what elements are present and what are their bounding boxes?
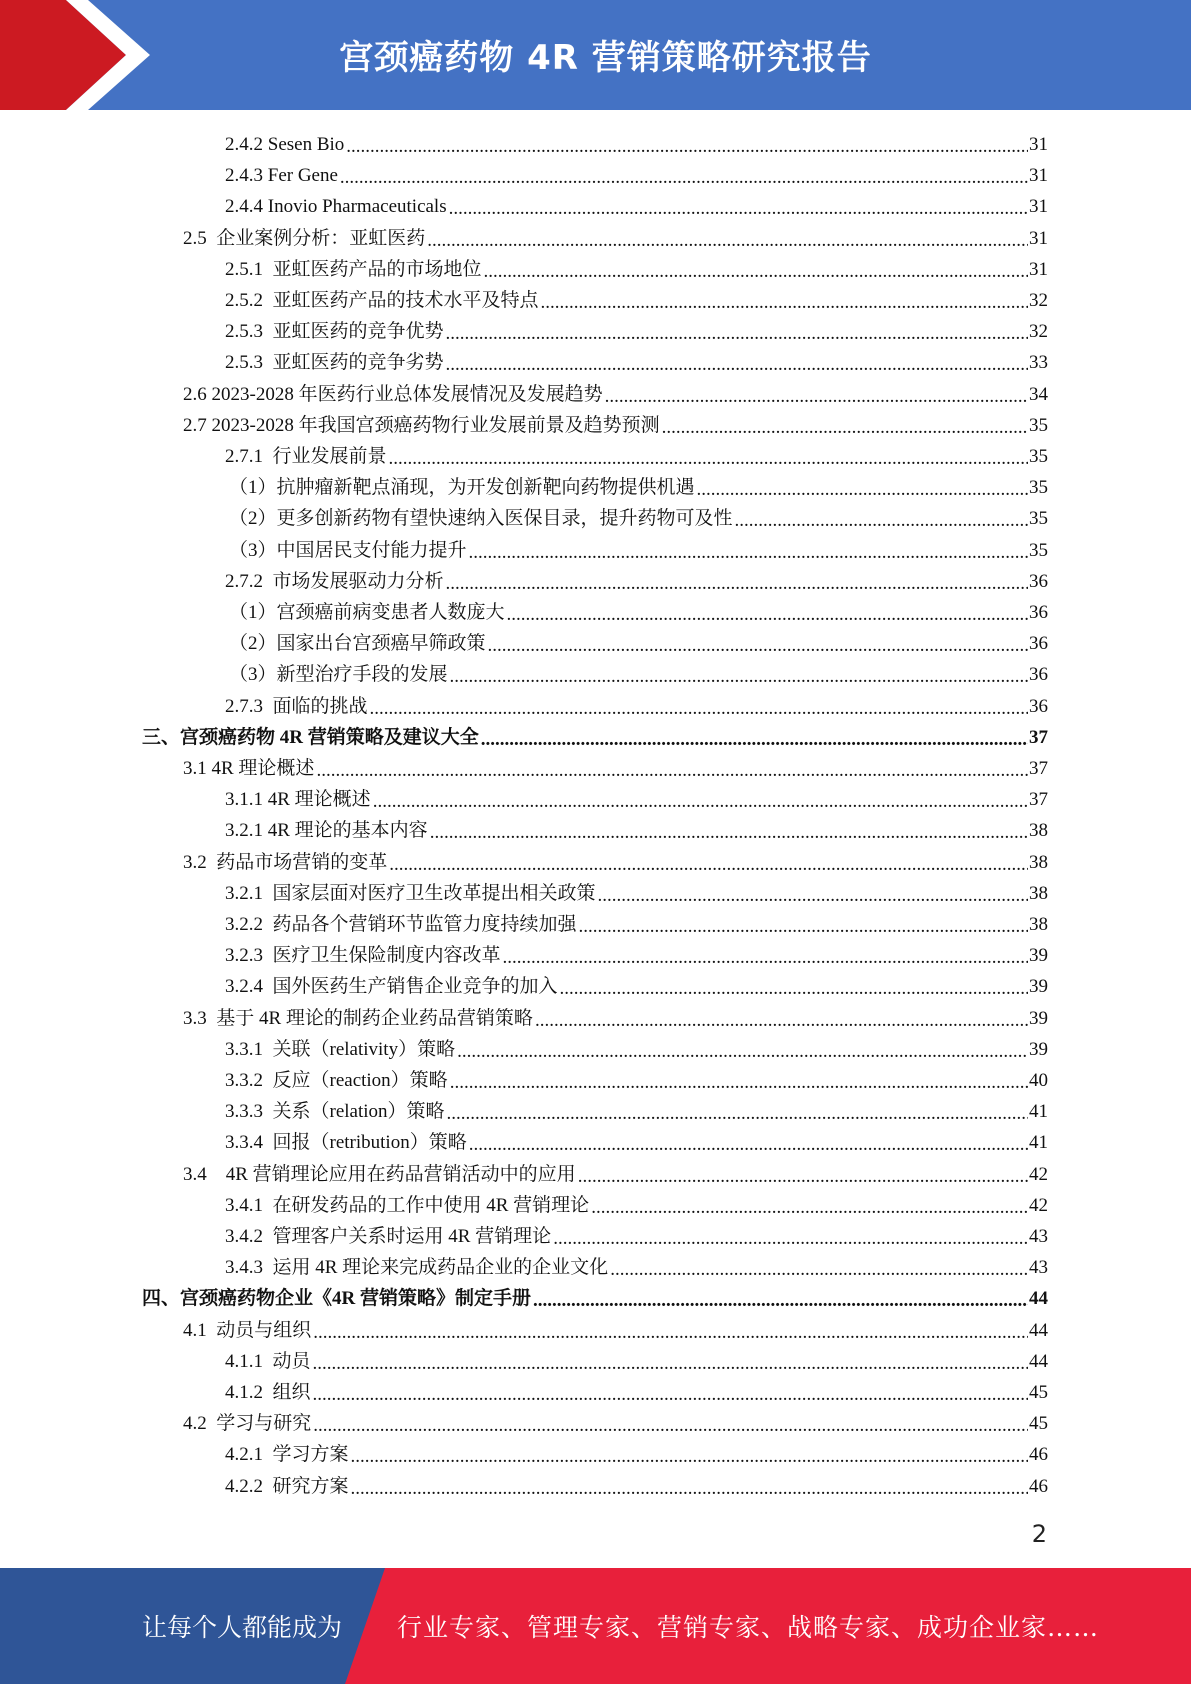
page-header (0, 0, 1191, 110)
toc-entry-title: 2.5.3 亚虹医药的竞争优势 (225, 321, 444, 342)
toc-entry[interactable] (225, 283, 1048, 314)
toc-dot-leader (430, 822, 1028, 844)
toc-entry-page: 41 (1029, 1132, 1048, 1153)
toc-entry[interactable] (183, 377, 1048, 408)
toc-entry[interactable] (229, 533, 1048, 564)
toc-entry[interactable] (225, 1469, 1048, 1500)
toc-dot-leader (351, 1478, 1028, 1500)
toc-entry-title: 3.3 基于 4R 理论的制药企业药品营销策略 (183, 1008, 533, 1029)
toc-entry-page: 44 (1029, 1320, 1048, 1341)
toc-entry[interactable] (229, 501, 1048, 532)
toc-dot-leader (488, 635, 1028, 657)
toc-entry-page: 43 (1029, 1257, 1048, 1278)
toc-entry[interactable] (225, 345, 1048, 376)
toc-entry[interactable] (142, 1281, 1048, 1312)
toc-entry-title: 3.3.4 回报（retribution）策略 (225, 1132, 467, 1153)
toc-entry-title: 3.1.1 4R 理论概述 (225, 789, 371, 810)
toc-dot-leader (541, 292, 1028, 314)
toc-entry-page: 40 (1029, 1070, 1048, 1091)
toc-dot-leader (346, 136, 1028, 158)
toc-entry-page: 46 (1029, 1476, 1048, 1497)
toc-entry-title: 2.7 2023-2028 年我国宫颈癌药物行业发展前景及趋势预测 (183, 415, 660, 436)
toc-entry-title: 4.2 学习与研究 (183, 1413, 312, 1434)
toc-entry[interactable] (225, 1437, 1048, 1468)
toc-entry-page: 37 (1029, 789, 1048, 810)
toc-dot-leader (560, 978, 1028, 1000)
toc-entry-title: 3.2.1 4R 理论的基本内容 (225, 820, 428, 841)
toc-entry[interactable] (225, 969, 1048, 1000)
toc-entry-page: 35 (1029, 540, 1048, 561)
toc-dot-leader (450, 1072, 1028, 1094)
toc-entry[interactable] (225, 689, 1048, 720)
toc-dot-leader (313, 1415, 1028, 1437)
toc-dot-leader (389, 854, 1028, 876)
toc-entry-page: 39 (1029, 1008, 1048, 1029)
toc-entry-title: 2.4.3 Fer Gene (225, 165, 338, 186)
toc-entry[interactable] (225, 876, 1048, 907)
toc-entry[interactable] (225, 1094, 1048, 1125)
toc-dot-leader (446, 323, 1028, 345)
toc-dot-leader (370, 698, 1028, 720)
toc-entry-title: 4.2.1 学习方案 (225, 1444, 349, 1465)
toc-entry[interactable] (225, 1125, 1048, 1156)
toc-entry-page: 45 (1029, 1413, 1048, 1434)
toc-entry-title: 3.3.3 关系（relation）策略 (225, 1101, 445, 1122)
toc-entry-title: 3.2.4 国外医药生产销售企业竞争的加入 (225, 976, 558, 997)
toc-entry-page: 44 (1029, 1351, 1048, 1372)
toc-dot-leader (735, 510, 1028, 532)
toc-dot-leader (469, 1134, 1028, 1156)
toc-entry-page: 42 (1029, 1195, 1048, 1216)
toc-entry-page: 46 (1029, 1444, 1048, 1465)
toc-entry-title: 3.4.2 管理客户关系时运用 4R 营销理论 (225, 1226, 552, 1247)
toc-entry[interactable] (229, 595, 1048, 626)
toc-entry-page: 45 (1029, 1382, 1048, 1403)
toc-entry[interactable] (225, 1250, 1048, 1281)
footer-slogan-right: 行业专家、管理专家、营销专家、战略专家、成功企业家…… (397, 1613, 1100, 1642)
toc-entry-title: 2.4.2 Sesen Bio (225, 134, 345, 155)
footer-slogan-left: 让每个人都能成为 (142, 1613, 343, 1642)
toc-dot-leader (484, 261, 1028, 283)
toc-entry-title: 2.5 企业案例分析：亚虹医药 (183, 228, 426, 249)
toc-entry-page: 31 (1029, 259, 1048, 280)
report-title: 宫颈癌药物 4R 营销策略研究报告 (339, 38, 872, 78)
toc-dot-leader (351, 1446, 1028, 1468)
page-number: 2 (1031, 1520, 1047, 1548)
toc-entry[interactable] (229, 626, 1048, 657)
toc-dot-leader (533, 1290, 1028, 1312)
toc-entry-title: 3.2.2 药品各个营销环节监管力度持续加强 (225, 914, 577, 935)
toc-entry[interactable] (225, 1188, 1048, 1219)
toc-entry[interactable] (183, 221, 1048, 252)
toc-entry[interactable] (225, 564, 1048, 595)
toc-entry[interactable] (225, 158, 1048, 189)
toc-dot-leader (481, 729, 1028, 751)
toc-entry[interactable] (225, 1032, 1048, 1063)
toc-dot-leader (449, 198, 1028, 220)
toc-entry-title: 2.7.2 市场发展驱动力分析 (225, 571, 444, 592)
toc-dot-leader (389, 448, 1028, 470)
toc-entry-title: 4.2.2 研究方案 (225, 1476, 349, 1497)
toc-entry-title: 3.1 4R 理论概述 (183, 758, 315, 779)
toc-entry[interactable] (225, 1063, 1048, 1094)
toc-entry[interactable] (225, 252, 1048, 283)
toc-entry[interactable] (183, 845, 1048, 876)
toc-entry-title: （2）更多创新药物有望快速纳入医保目录，提升药物可及性 (229, 508, 733, 529)
toc-dot-leader (535, 1010, 1028, 1032)
toc-dot-leader (373, 791, 1028, 813)
toc-dot-leader (446, 354, 1028, 376)
toc-entry[interactable] (183, 408, 1048, 439)
toc-dot-leader (316, 760, 1028, 782)
toc-entry[interactable] (225, 1344, 1048, 1375)
toc-entry[interactable] (229, 470, 1048, 501)
toc-dot-leader (578, 1166, 1028, 1188)
toc-entry-title: 4.1 动员与组织 (183, 1320, 312, 1341)
toc-entry-page: 32 (1029, 321, 1048, 342)
toc-entry-title: （3）中国居民支付能力提升 (229, 540, 467, 561)
toc-entry[interactable] (183, 1001, 1048, 1032)
toc-dot-leader (503, 947, 1028, 969)
toc-entry-page: 37 (1029, 758, 1048, 779)
toc-dot-leader (340, 167, 1028, 189)
toc-dot-leader (662, 417, 1028, 439)
toc-entry-title: 3.2.1 国家层面对医疗卫生改革提出相关政策 (225, 883, 596, 904)
toc-dot-leader (447, 1103, 1028, 1125)
toc-entry-page: 31 (1029, 228, 1048, 249)
toc-entry-title: 2.4.4 Inovio Pharmaceuticals (225, 196, 447, 217)
toc-entry-title: 2.5.3 亚虹医药的竞争劣势 (225, 352, 444, 373)
toc-dot-leader (605, 386, 1028, 408)
toc-entry[interactable] (225, 1219, 1048, 1250)
toc-entry-page: 44 (1029, 1288, 1048, 1309)
toc-entry[interactable] (225, 127, 1048, 158)
toc-entry[interactable] (229, 657, 1048, 688)
toc-dot-leader (697, 479, 1028, 501)
toc-entry-page: 36 (1029, 696, 1048, 717)
toc-entry-page: 38 (1029, 883, 1048, 904)
toc-entry-page: 36 (1029, 664, 1048, 685)
toc-entry[interactable] (225, 439, 1048, 470)
toc-dot-leader (553, 1228, 1028, 1250)
toc-entry-page: 39 (1029, 945, 1048, 966)
toc-entry-page: 36 (1029, 602, 1048, 623)
toc-entry-page: 41 (1029, 1101, 1048, 1122)
toc-entry[interactable] (225, 938, 1048, 969)
toc-dot-leader (313, 1322, 1028, 1344)
toc-entry-page: 31 (1029, 196, 1048, 217)
toc-entry-page: 39 (1029, 1039, 1048, 1060)
toc-entry-page: 39 (1029, 976, 1048, 997)
toc-entry-title: （3）新型治疗手段的发展 (229, 664, 448, 685)
toc-dot-leader (579, 916, 1028, 938)
toc-entry[interactable] (225, 813, 1048, 844)
toc-entry-title: 2.5.1 亚虹医药产品的市场地位 (225, 259, 482, 280)
toc-entry-page: 35 (1029, 477, 1048, 498)
toc-dot-leader (591, 1197, 1028, 1219)
toc-dot-leader (313, 1353, 1028, 1375)
toc-entry-page: 36 (1029, 571, 1048, 592)
toc-entry-title: 三、宫颈癌药物 4R 营销策略及建议大全 (142, 727, 479, 748)
toc-entry-title: 4.1.2 组织 (225, 1382, 311, 1403)
toc-entry[interactable] (225, 1375, 1048, 1406)
toc-entry-title: 2.7.3 面临的挑战 (225, 696, 368, 717)
toc-dot-leader (457, 1041, 1028, 1063)
toc-entry[interactable] (225, 782, 1048, 813)
toc-entry-title: 4.1.1 动员 (225, 1351, 311, 1372)
toc-dot-leader (446, 573, 1028, 595)
toc-entry-title: （2）国家出台宫颈癌早筛政策 (229, 633, 486, 654)
toc-entry[interactable] (183, 751, 1048, 782)
toc-entry-page: 42 (1029, 1164, 1048, 1185)
toc-entry-title: 3.4.3 运用 4R 理论来完成药品企业的企业文化 (225, 1257, 609, 1278)
toc-entry-page: 31 (1029, 134, 1048, 155)
toc-entry[interactable] (225, 314, 1048, 345)
toc-entry-title: 3.3.1 关联（relativity）策略 (225, 1039, 456, 1060)
toc-entry[interactable] (225, 189, 1048, 220)
toc-entry-title: （1）宫颈癌前病变患者人数庞大 (229, 602, 505, 623)
toc-entry-page: 38 (1029, 852, 1048, 873)
toc-entry[interactable] (183, 1313, 1048, 1344)
toc-entry-title: 3.2 药品市场营销的变革 (183, 852, 388, 873)
toc-entry-page: 32 (1029, 290, 1048, 311)
toc-entry-title: 3.3.2 反应（reaction）策略 (225, 1070, 448, 1091)
toc-entry-page: 43 (1029, 1226, 1048, 1247)
toc-entry-title: 3.4.1 在研发药品的工作中使用 4R 营销理论 (225, 1195, 590, 1216)
toc-entry-title: （1）抗肿瘤新靶点涌现，为开发创新靶向药物提供机遇 (229, 477, 695, 498)
toc-entry-title: 3.2.3 医疗卫生保险制度内容改革 (225, 945, 501, 966)
toc-dot-leader (313, 1384, 1028, 1406)
toc-entry-page: 35 (1029, 446, 1048, 467)
toc-entry[interactable] (183, 1406, 1048, 1437)
toc-dot-leader (469, 542, 1028, 564)
toc-dot-leader (598, 885, 1028, 907)
toc-entry[interactable] (183, 1157, 1048, 1188)
toc-dot-leader (427, 230, 1028, 252)
toc-entry-title: 3.4 4R 营销理论应用在药品营销活动中的应用 (183, 1164, 576, 1185)
toc-entry[interactable] (225, 907, 1048, 938)
toc-entry-page: 37 (1029, 727, 1048, 748)
toc-entry-page: 35 (1029, 508, 1048, 529)
page-footer (0, 1568, 1191, 1684)
toc-entry-page: 36 (1029, 633, 1048, 654)
toc-entry-title: 四、宫颈癌药物企业《4R 营销策略》制定手册 (142, 1288, 531, 1309)
toc-entry[interactable] (142, 720, 1048, 751)
toc-dot-leader (450, 666, 1028, 688)
toc-entry-page: 33 (1029, 352, 1048, 373)
toc-entry-page: 35 (1029, 415, 1048, 436)
toc-entry-title: 2.6 2023-2028 年医药行业总体发展情况及发展趋势 (183, 384, 603, 405)
toc-entry-page: 34 (1029, 384, 1048, 405)
toc-dot-leader (507, 604, 1028, 626)
toc-entry-page: 38 (1029, 820, 1048, 841)
toc-dot-leader (610, 1259, 1028, 1281)
toc-entry-page: 38 (1029, 914, 1048, 935)
toc-entry-title: 2.5.2 亚虹医药产品的技术水平及特点 (225, 290, 539, 311)
toc-entry-title: 2.7.1 行业发展前景 (225, 446, 387, 467)
toc-entry-page: 31 (1029, 165, 1048, 186)
